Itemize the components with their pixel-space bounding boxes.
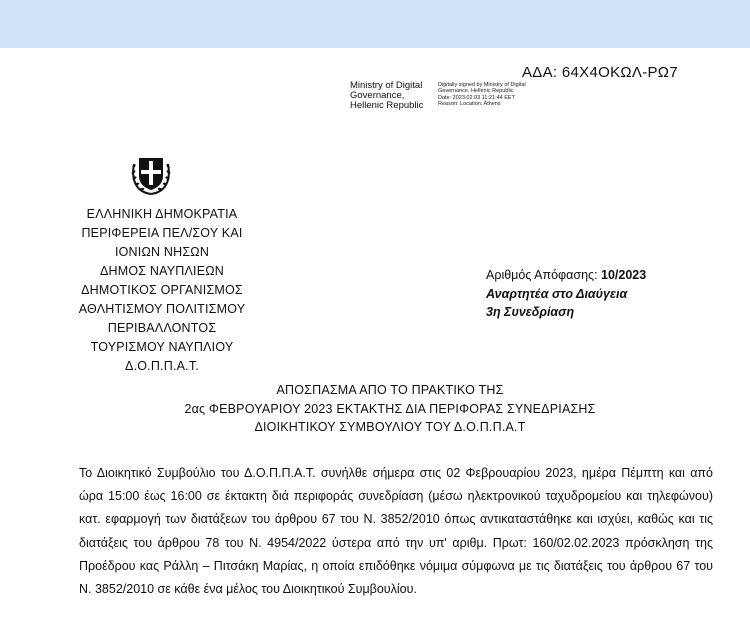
header-line: ΔΗΜΟΣ ΝΑΥΠΛΙΕΩΝ (99, 264, 225, 278)
decision-number: 10/2023 (601, 268, 647, 282)
header-line: ΤΟΥΡΙΣΜΟΥ ΝΑΥΠΛΙΟΥ (90, 340, 234, 354)
excerpt-title (150, 381, 630, 437)
header-line: ΑΘΛΗΤΙΣΜΟΥ ΠΟΛΙΤΙΣΜΟΥ (78, 302, 246, 316)
document-page (0, 48, 750, 627)
header-line: ΠΕΡΙΦΕΡΕΙΑ ΠΕΛ/ΣΟΥ ΚΑΙ (81, 226, 243, 240)
header-line: Δ.Ο.Π.Π.Α.Τ. (125, 359, 199, 373)
excerpt-line: ΔΙΟΙΚΗΤΙΚΟΥ ΣΥΜΒΟΥΛΙΟΥ ΤΟΥ Δ.Ο.Π.Π.Α.Τ (254, 420, 526, 434)
decision-label: Αριθμός Απόφασης: (486, 268, 602, 282)
header-line: ΠΕΡΙΒΑΛΛΟΝΤΟΣ (107, 321, 217, 335)
header-line: ΙΟΝΙΩΝ ΝΗΣΩΝ (114, 245, 210, 259)
signature-org: Ministry of Digital Governance, Hellenic Republic (350, 80, 424, 111)
header-line: ΔΗΜΟΤΙΚΟΣ ΟΡΓΑΝΙΣΜΟΣ (81, 283, 243, 297)
signature-details: Digitally signed by Ministry of Digital Governance, Hellenic Republic Date: 2023.02.03 11:21:44 EET Reason: Location: Athens (438, 82, 526, 107)
excerpt-line: ΑΠΟΣΠΑΣΜΑ ΑΠΟ ΤΟ ΠΡΑΚΤΙΚΟ ΤΗΣ (276, 383, 504, 397)
decision-info (486, 266, 646, 322)
viewer-top-bar (0, 0, 750, 48)
decision-number-line (486, 266, 646, 285)
body-paragraph: Το Διοικητικό Συμβούλιο του Δ.Ο.Π.Π.Α.Τ. συνήλθε σήμερα στις 02 Φεβρουαρίου 2023, ημέρα Πέμπτη και από ώρα 15:00 έως 16:00 σε έκτακτη διά περιφοράς συνεδρίαση (μέσω ηλεκτρονικού ταχυδρομείου και τηλεφώνου) κατ. εφαρμογή των διατάξεων του άρθρου 67 του Ν. 3852/2010 όπως αντικαταστάθηκε και ισχύει, καθώς και τις διατάξεις του άρθρου 78 του Ν. 4954/2022 ύστερα από την υπ' αριθμ. Πρωτ: 160/02.02.2023 πρόσκληση της Προέδρου κας Ράλλη – Πιτσάκη Μαρίας, η οποία επιδόθηκε νόμιμα σύμφωνα με τις διατάξεις του άρθρου 67 του Ν. 3852/2010 σε κάθε ένα μέλος του Διοικητικού Συμβουλίου. (79, 466, 713, 597)
issuer-header (62, 205, 262, 376)
header-line: ΕΛΛΗΝΙΚΗ ΔΗΜΟΚΡΑΤΙΑ (86, 207, 238, 221)
excerpt-line: 2ας ΦΕΒΡΟΥΑΡΙΟΥ 2023 ΕΚΤΑΚΤΗΣ ΔΙΑ ΠΕΡΙΦΟΡΑΣ ΣΥΝΕΔΡΙΑΣΗΣ (184, 401, 596, 416)
ada-code: ΑΔΑ: 64Χ4ΟΚΩΛ-ΡΩ7 (522, 64, 678, 81)
decision-session: 3η Συνεδρίαση (486, 305, 575, 319)
decision-posted: Αναρτητέα στο Διαύγεια (486, 286, 628, 301)
greek-coat-of-arms-icon (130, 152, 172, 196)
